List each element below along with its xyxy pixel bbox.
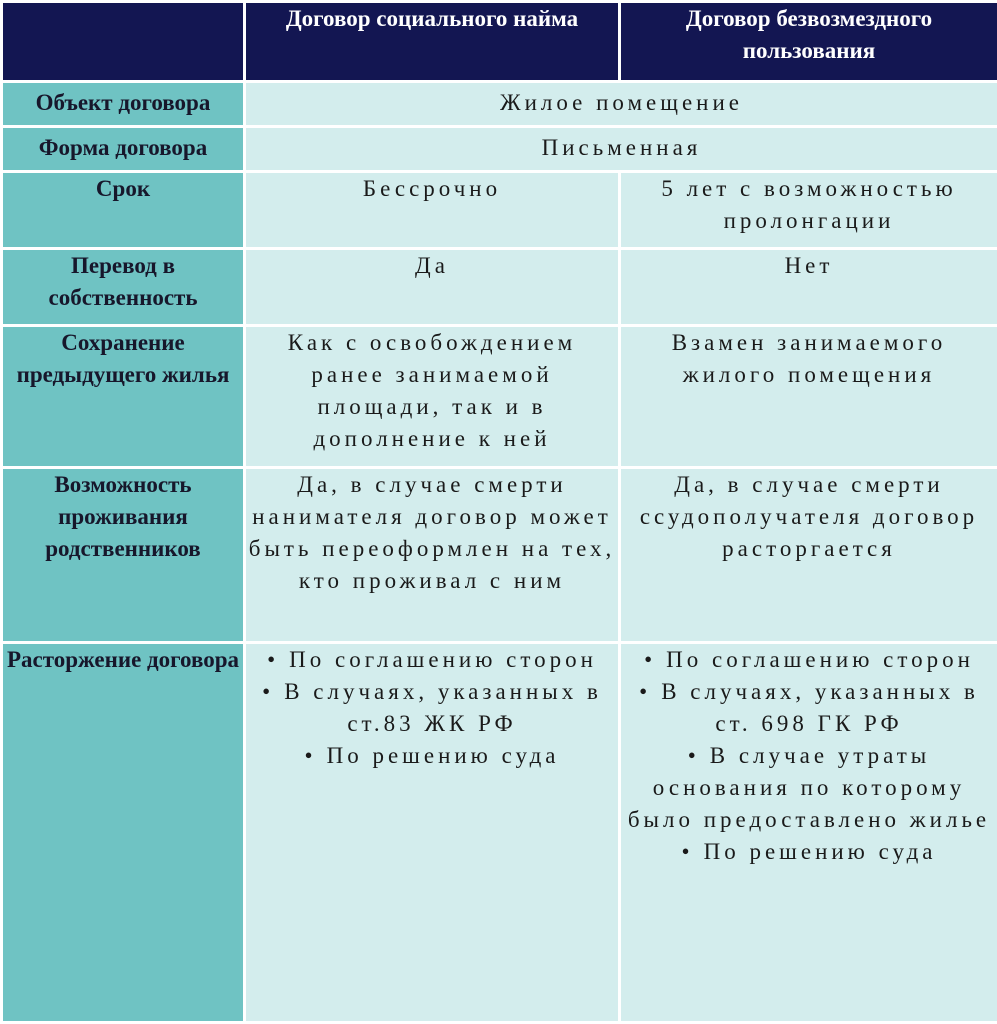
bullet-dot: • (304, 743, 313, 768)
cell-relatives-social: Да, в случае смерти нанимателя договор может быть переоформлен на тех, кто проживал с ним (245, 468, 620, 643)
cell-termination-social (245, 643, 620, 1023)
header-social-rent: Договор социального найма (245, 2, 620, 82)
list-item: • В случаях, указанных в ст.83 ЖК РФ (262, 679, 602, 736)
table-row (2, 82, 997, 127)
table-row (2, 127, 997, 172)
bullet-dot: • (639, 679, 648, 704)
list-item: • По решению суда (304, 743, 560, 768)
row-label-object: Объект договора (2, 82, 245, 127)
bullet-dot: • (681, 839, 690, 864)
cell-previous-housing-social: Как с освобождением ранее занимаемой площади, так и в дополнение к ней (245, 326, 620, 468)
header-corner-cell (2, 2, 245, 82)
table-row (2, 172, 997, 249)
row-label-ownership: Перевод в собственность (2, 249, 245, 326)
row-label-relatives: Возможность проживания родственников (2, 468, 245, 643)
bullet-dot: • (644, 647, 653, 672)
table-row (2, 326, 997, 468)
row-label-term: Срок (2, 172, 245, 249)
row-label-termination: Расторжение договора (2, 643, 245, 1023)
cell-object-merged: Жилое помещение (245, 82, 997, 127)
header-free-use: Договор безвозмездного пользования (620, 2, 997, 82)
table-row (2, 468, 997, 643)
termination-social-list (246, 644, 618, 772)
cell-previous-housing-free: Взамен занимаемого жилого помещения (620, 326, 997, 468)
list-item: • В случае утраты основания по которому было предоставлено жилье (627, 743, 991, 832)
cell-term-social: Бессрочно (245, 172, 620, 249)
table-row (2, 249, 997, 326)
list-item: • По решению суда (681, 839, 937, 864)
bullet-dot: • (687, 743, 696, 768)
cell-ownership-social: Да (245, 249, 620, 326)
cell-termination-free (620, 643, 997, 1023)
cell-relatives-free: Да, в случае смерти ссудополучателя договор расторгается (620, 468, 997, 643)
list-item: • По соглашению сторон (267, 647, 597, 672)
list-item: • В случаях, указанных в ст. 698 ГК РФ (639, 679, 979, 736)
cell-ownership-free: Нет (620, 249, 997, 326)
row-label-form: Форма договора (2, 127, 245, 172)
bullet-dot: • (262, 679, 271, 704)
list-item: • По соглашению сторон (644, 647, 974, 672)
row-label-previous-housing: Сохранение предыдущего жилья (2, 326, 245, 468)
cell-term-free: 5 лет с возможностью пролонгации (620, 172, 997, 249)
header-row (2, 2, 997, 82)
bullet-dot: • (267, 647, 276, 672)
termination-free-list (621, 644, 997, 868)
cell-form-merged: Письменная (245, 127, 997, 172)
table-row (2, 643, 997, 1023)
